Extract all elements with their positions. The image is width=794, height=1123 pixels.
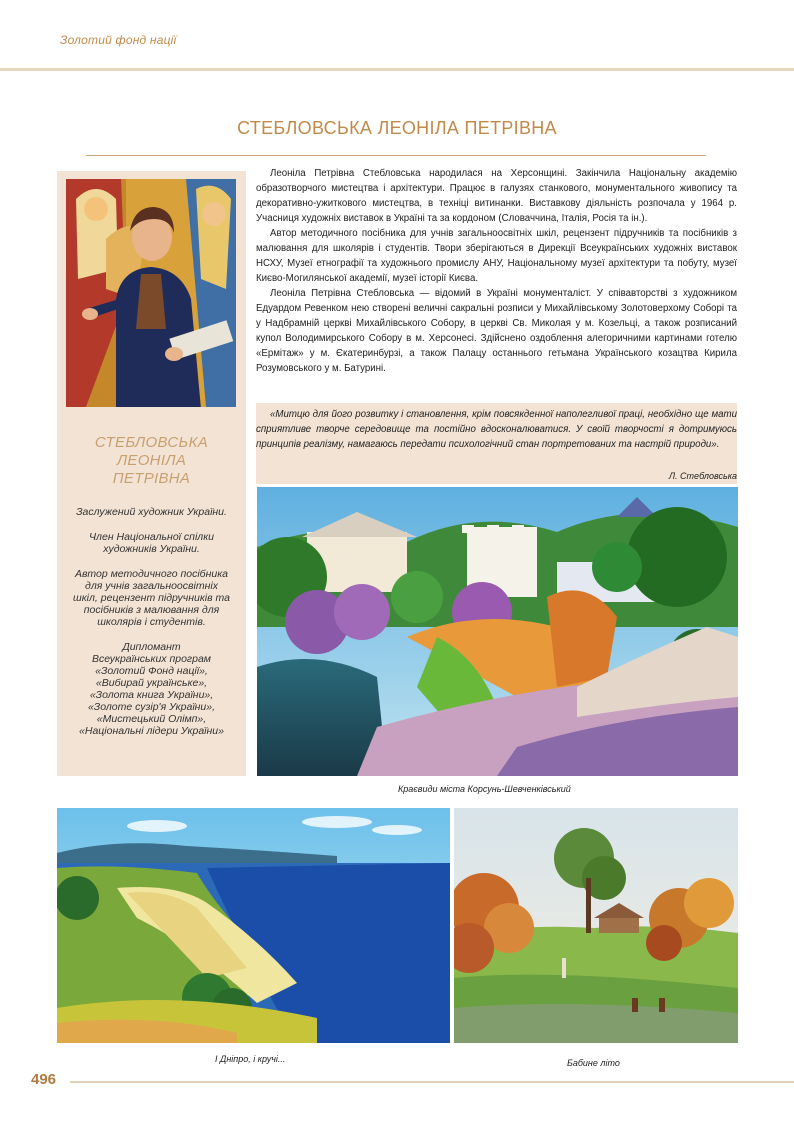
article-title: СТЕБЛОВСЬКА ЛЕОНІЛА ПЕТРІВНА	[237, 118, 557, 138]
honorary-title: Заслужений художник України.	[76, 506, 227, 518]
painting-indian-summer	[454, 808, 738, 1043]
caption-indian-summer: Бабине літо	[567, 1058, 620, 1068]
sidebar-bio-text	[65, 506, 238, 750]
artist-portrait-photo	[66, 179, 236, 407]
paragraph: Автор методичного посібника для учнів загальноосвітніх шкіл, рецензент підручників та посібників з малювання для школярів і студентів. Твори зберігаються в Дирекції Всеукраїнських художніх виставок НСХУ, Музеї етнографії та художнього промислу АНУ, Національному музеї архітектури та побуту, музеї Києво-Могилянської академії, музеї історії Києва.	[256, 228, 737, 284]
article-body	[256, 166, 737, 376]
name-line: СТЕБЛОВСЬКА	[94, 434, 209, 451]
title-divider	[86, 155, 706, 156]
quote-author: Л. Стебловська	[668, 471, 737, 481]
sidebar-artist-name	[57, 434, 246, 488]
artist-quote-box	[256, 403, 737, 484]
paragraph: Леоніла Петрівна Стебловська народилася на Херсонщині. Закінчила Національну академію образотворчого мистецтва і архітектури. Працює в галузях станкового, монументального живопису та декоративно-ужиткового мистецтва, в техніці витинанки. Виставкову діяльність розпочала у 1964 р. Учасниця художніх виставок в Україні та за кордоном (Словаччина, Італія, Росія та ін.).	[256, 168, 737, 224]
bio-sidebar	[57, 171, 246, 776]
footer-divider	[70, 1081, 794, 1083]
page-number: 496	[31, 1071, 57, 1088]
name-line: ЛЕОНІЛА	[116, 452, 187, 469]
painting-korsun-landscape	[257, 487, 738, 776]
author-note: Автор методичного посібника для учнів загальноосвітніх шкіл, рецензент підручників та посібників з малювання для школярів і студентів.	[73, 568, 230, 628]
membership-note: Член Національної спілки художників України.	[88, 531, 214, 555]
name-line: ПЕТРІВНА	[112, 470, 191, 487]
diploma-note: Дипломант Всеукраїнських програм «Золотий Фонд нації», «Вибирай українське», «Золота книга України», «Золоте сузір'я України», «Мистецький Олімп», «Національні лідери України»	[79, 641, 224, 737]
caption-korsun-landscape: Краєвиди міста Корсунь-Шевченківський	[398, 784, 571, 794]
running-header: Золотий фонд нації	[60, 33, 177, 47]
paragraph: Леоніла Петрівна Стебловська — відомий в Україні монументаліст. У співавторстві з художником Едуардом Ревенком нею створені величні сакральні розписи у Михайлівському Золотоверхому Соборі та у Надбрамній церкві Михайлівського Собору, в церкві Св. Миколая у м. Козельці, а також розписаний купол Володимирського Собору в м. Херсонесі. Здійснено оздоблення алегоричними картинами готелю «Ермітаж» у м. Єкатеринбурзі, а також Палацу останнього гетьмана Українського козацтва Кирила Розумовського у м. Батурині.	[256, 288, 737, 374]
header-divider	[0, 68, 794, 71]
painting-dnipro-cliffs	[57, 808, 450, 1043]
artist-quote: «Митцю для його розвитку і становлення, крім повсякденної наполегливої праці, необхідно ще мати сприятливе творче середовище та постійно вдосконалюватися. У своїй творчості я дотримуюсь принципів реалізму, намагаюсь передати психологічний стан портретованих та настрій природи».	[256, 409, 737, 450]
caption-dnipro-cliffs: І Дніпро, і кручі...	[215, 1054, 286, 1064]
